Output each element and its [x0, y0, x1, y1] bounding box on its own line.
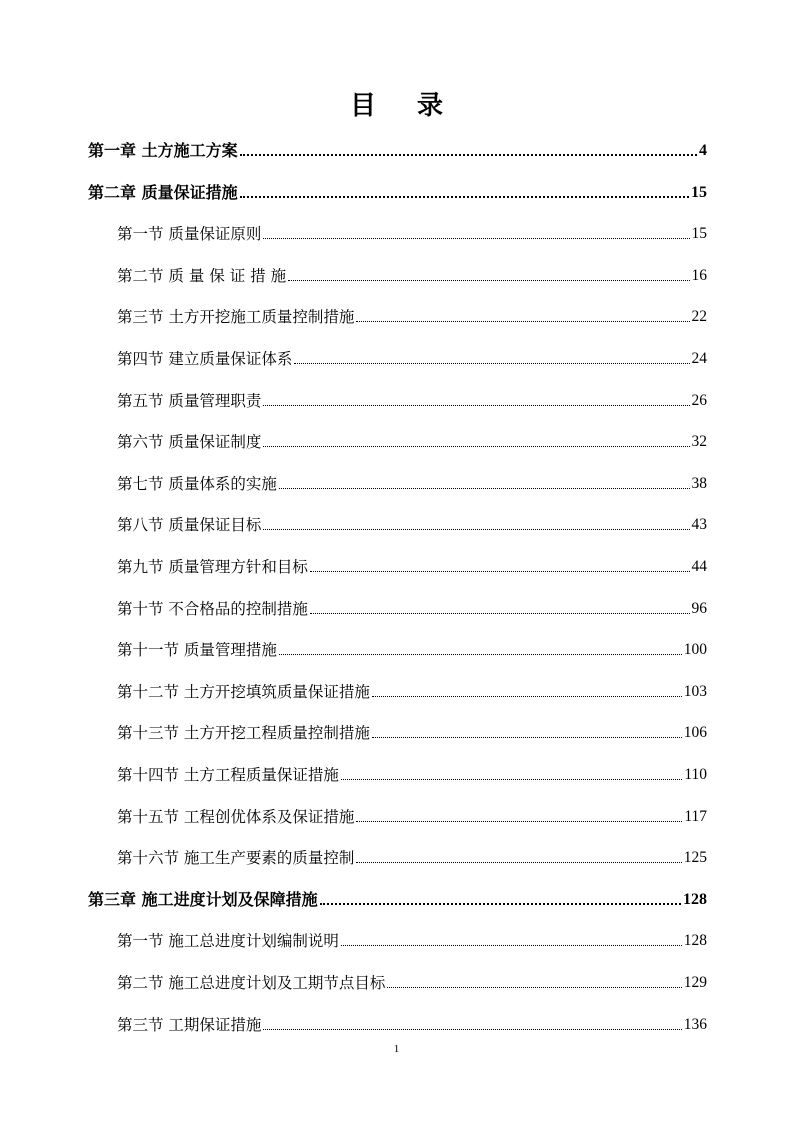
toc-dot-leader [356, 321, 689, 322]
toc-dot-leader [310, 571, 690, 572]
toc-dot-leader [356, 862, 681, 863]
toc-entry-label: 第十一节 质量管理措施 [117, 641, 277, 660]
toc-entry-label: 第四节 建立质量保证体系 [117, 350, 293, 368]
toc-entry-section[interactable] [117, 263, 707, 287]
toc-entry-page-number: 4 [699, 142, 707, 159]
toc-entry-page-number: 32 [691, 433, 707, 451]
toc-entry-page-number: 136 [683, 1015, 707, 1033]
toc-entry-section[interactable] [117, 304, 707, 328]
toc-dot-leader [294, 363, 689, 364]
toc-dot-leader [263, 446, 689, 447]
toc-entry-section[interactable] [117, 596, 707, 620]
toc-entry-section[interactable] [117, 845, 707, 869]
page-number: 1 [393, 1043, 400, 1055]
toc-entry-page-number: 24 [691, 350, 707, 367]
toc-entry-page-number: 129 [683, 974, 707, 991]
toc-entry-section[interactable] [117, 429, 707, 453]
toc-entry-label: 第二节 质 量 保 证 措 施 [117, 266, 287, 285]
toc-entry-chapter[interactable] [88, 887, 707, 911]
toc-dot-leader [320, 903, 681, 905]
toc-dot-leader [372, 737, 682, 738]
toc-dot-leader [263, 238, 689, 239]
toc-entry-label: 第一章 土方施工方案 [88, 141, 238, 160]
toc-entry-page-number: 96 [691, 599, 707, 617]
toc-entry-page-number: 106 [683, 724, 707, 742]
toc-entry-page-number: 15 [691, 183, 707, 201]
toc-dot-leader [310, 613, 690, 614]
toc-entry-page-number: 38 [691, 474, 707, 492]
toc-entry-page-number: 15 [691, 225, 707, 243]
toc-dot-leader [279, 488, 690, 489]
toc-entry-label: 第十六节 施工生产要素的质量控制 [117, 849, 355, 868]
toc-entry-section[interactable] [117, 1012, 707, 1036]
toc-entry-page-number: 100 [683, 641, 707, 659]
toc-entry-section[interactable] [117, 221, 707, 245]
toc-entry-section[interactable] [117, 679, 707, 703]
toc-entry-section[interactable] [117, 804, 707, 828]
toc-dot-leader [288, 280, 689, 281]
toc-entry-label: 第三节 工期保证措施 [117, 1015, 262, 1034]
toc-entry-section[interactable] [117, 554, 707, 578]
toc-entry-label: 第八节 质量保证目标 [117, 516, 262, 535]
toc-dot-leader [240, 154, 697, 156]
toc-entry-label: 第十四节 土方工程质量保证措施 [117, 766, 339, 784]
toc-dot-leader [356, 821, 682, 822]
toc-entry-label: 第九节 质量管理方针和目标 [117, 558, 308, 576]
toc-entry-label: 第十节 不合格品的控制措施 [117, 599, 308, 618]
toc-entry-page-number: 125 [683, 849, 707, 867]
toc-entry-page-number: 103 [683, 682, 707, 700]
toc-dot-leader [240, 196, 689, 198]
toc-entry-page-number: 26 [691, 391, 707, 409]
toc-entry-section[interactable] [117, 970, 707, 994]
toc-dot-leader [279, 654, 682, 655]
toc-entry-section[interactable] [117, 388, 707, 412]
toc-entry-chapter[interactable] [88, 180, 707, 204]
toc-entry-section[interactable] [117, 512, 707, 536]
toc-entry-label: 第一节 施工总进度计划编制说明 [117, 932, 339, 951]
toc-entry-section[interactable] [117, 928, 707, 952]
toc-entry-page-number: 16 [691, 266, 707, 284]
toc-entry-label: 第十三节 土方开挖工程质量控制措施 [117, 724, 370, 743]
toc-dot-leader [263, 1029, 681, 1030]
toc-dot-leader [341, 779, 682, 780]
toc-entry-chapter[interactable] [88, 138, 707, 162]
toc-dot-leader [372, 696, 682, 697]
toc-dot-leader [341, 945, 682, 946]
toc-entry-page-number: 128 [683, 890, 707, 908]
toc-entry-section[interactable] [117, 471, 707, 495]
toc-entry-page-number: 44 [691, 558, 707, 575]
toc-entry-label: 第一节 质量保证原则 [117, 225, 262, 244]
toc-entry-label: 第二节 施工总进度计划及工期节点目标 [117, 974, 386, 992]
toc-dot-leader [387, 987, 681, 988]
toc-entry-label: 第二章 质量保证措施 [88, 182, 238, 202]
toc-entry-section[interactable] [117, 762, 707, 786]
toc-entry-label: 第十五节 工程创优体系及保证措施 [117, 807, 355, 826]
toc-dot-leader [263, 405, 689, 406]
toc-entry-label: 第三章 施工进度计划及保障措施 [88, 889, 318, 909]
toc-entry-page-number: 110 [684, 766, 707, 783]
toc-entry-section[interactable] [117, 346, 707, 370]
toc-title: 目 录 [349, 91, 460, 121]
toc-entry-label: 第六节 质量保证制度 [117, 433, 262, 452]
toc-entry-page-number: 117 [684, 807, 707, 825]
toc-entry-page-number: 22 [691, 308, 707, 326]
toc-entry-page-number: 128 [683, 932, 707, 950]
toc-entry-label: 第五节 质量管理职责 [117, 391, 262, 410]
toc-entry-section[interactable] [117, 637, 707, 661]
toc-entry-label: 第十二节 土方开挖填筑质量保证措施 [117, 682, 370, 701]
toc-entry-page-number: 43 [691, 516, 707, 534]
toc-dot-leader [263, 529, 689, 530]
toc-entry-label: 第七节 质量体系的实施 [117, 474, 277, 493]
toc-entry-label: 第三节 土方开挖施工质量控制措施 [117, 308, 355, 327]
toc-entry-section[interactable] [117, 720, 707, 744]
